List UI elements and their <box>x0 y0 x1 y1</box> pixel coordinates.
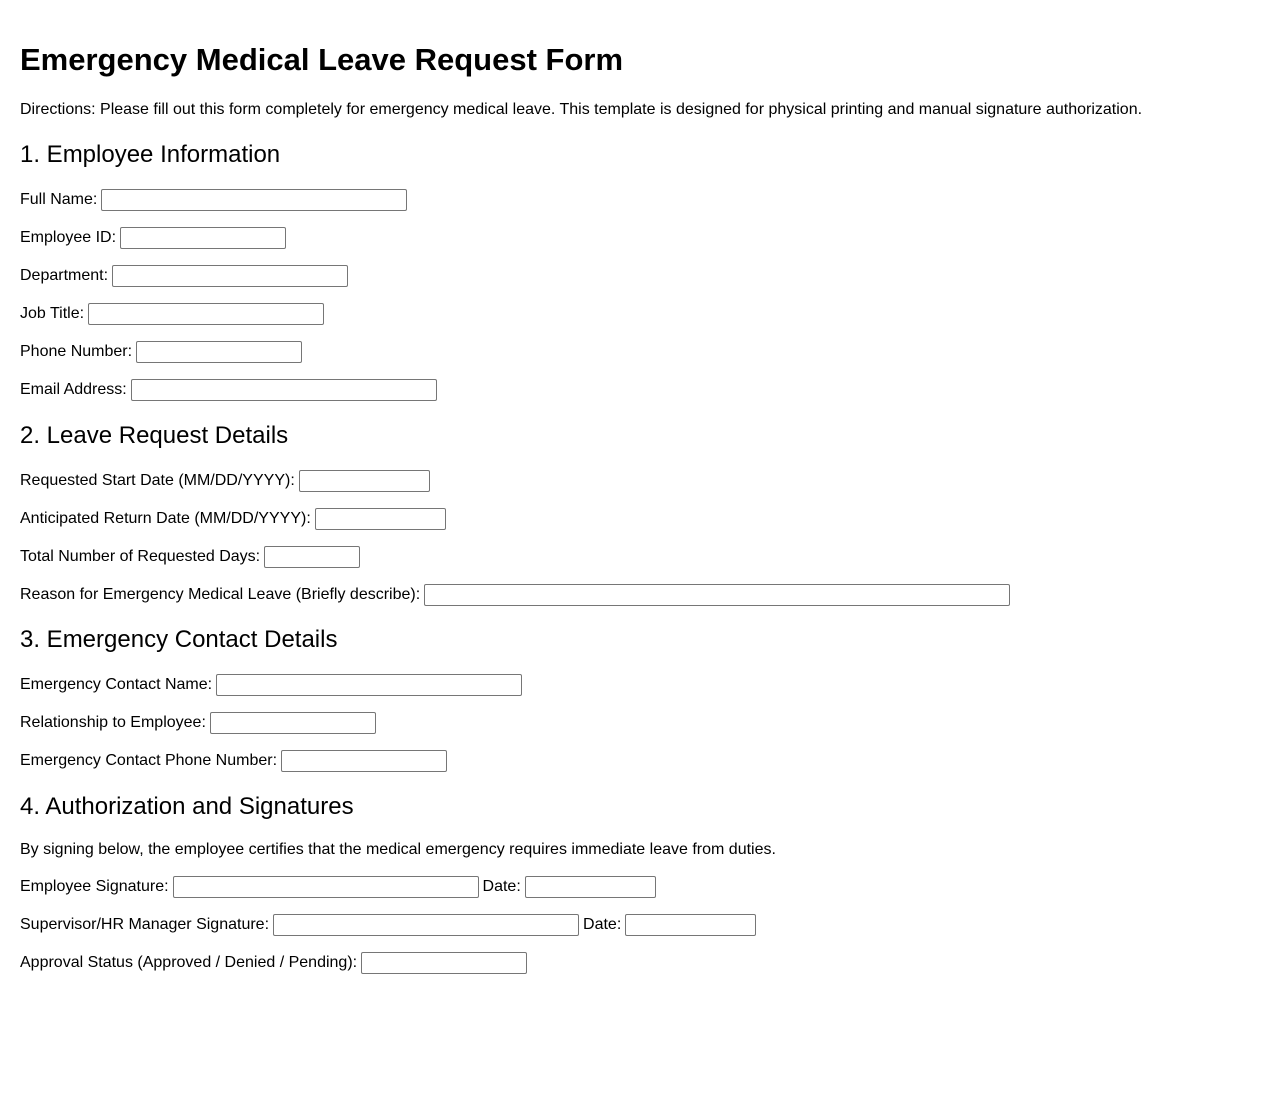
reason-input[interactable] <box>424 584 1010 606</box>
page-title: Emergency Medical Leave Request Form <box>20 42 624 77</box>
approval-status-input[interactable] <box>361 952 527 974</box>
supervisor-signature-label: Supervisor/HR Manager Signature: <box>20 916 270 933</box>
employee-id-input[interactable] <box>120 227 286 249</box>
total-days-row <box>20 546 360 568</box>
job-title-row <box>20 303 324 325</box>
phone-number-row <box>20 341 302 363</box>
emergency-contact-phone-row <box>20 750 447 772</box>
emergency-contact-name-input[interactable] <box>216 674 522 696</box>
certification-text: By signing below, the employee certifies that the medical emergency requires immediate leave from duties. <box>20 841 776 858</box>
supervisor-signature-input[interactable] <box>273 914 579 936</box>
start-date-row <box>20 470 430 492</box>
email-address-row <box>20 379 437 401</box>
return-date-input[interactable] <box>315 508 446 530</box>
supervisor-signature-row <box>20 914 756 936</box>
job-title-label: Job Title: <box>20 305 85 322</box>
reason-row <box>20 584 1010 606</box>
start-date-label: Requested Start Date (MM/DD/YYYY): <box>20 472 295 489</box>
emergency-contact-phone-label: Emergency Contact Phone Number: <box>20 752 278 769</box>
section-heading-authorization-and-signatures: 4. Authorization and Signatures <box>20 793 354 820</box>
department-label: Department: <box>20 267 109 284</box>
department-row <box>20 265 348 287</box>
email-address-label: Email Address: <box>20 381 127 398</box>
full-name-label: Full Name: <box>20 191 98 208</box>
emergency-contact-name-label: Emergency Contact Name: <box>20 676 213 693</box>
employee-signature-label: Employee Signature: <box>20 878 169 895</box>
section-heading-leave-request-details: 2. Leave Request Details <box>20 422 289 449</box>
relationship-input[interactable] <box>210 712 376 734</box>
approval-status-label: Approval Status (Approved / Denied / Pending): <box>20 954 358 971</box>
employee-id-row <box>20 227 286 249</box>
phone-number-label: Phone Number: <box>20 343 133 360</box>
section-heading-employee-information: 1. Employee Information <box>20 141 281 168</box>
employee-signature-row <box>20 876 656 898</box>
reason-label: Reason for Emergency Medical Leave (Briefly describe): <box>20 586 421 603</box>
directions-text: Directions: Please fill out this form completely for emergency medical leave. This template is designed for physical printing and manual signature authorization. <box>20 101 1143 118</box>
return-date-row <box>20 508 446 530</box>
department-input[interactable] <box>112 265 348 287</box>
employee-date-input[interactable] <box>525 876 656 898</box>
employee-signature-input[interactable] <box>173 876 479 898</box>
total-days-label: Total Number of Requested Days: <box>20 548 261 565</box>
start-date-input[interactable] <box>299 470 430 492</box>
relationship-label: Relationship to Employee: <box>20 714 206 731</box>
approval-status-row <box>20 952 527 974</box>
email-address-input[interactable] <box>131 379 437 401</box>
employee-date-label: Date: <box>482 878 521 895</box>
phone-number-input[interactable] <box>136 341 302 363</box>
section-heading-emergency-contact-details: 3. Emergency Contact Details <box>20 626 338 653</box>
supervisor-date-input[interactable] <box>625 914 756 936</box>
relationship-row <box>20 712 376 734</box>
emergency-contact-name-row <box>20 674 522 696</box>
emergency-contact-phone-input[interactable] <box>281 750 447 772</box>
full-name-input[interactable] <box>101 189 407 211</box>
full-name-row <box>20 189 407 211</box>
return-date-label: Anticipated Return Date (MM/DD/YYYY): <box>20 510 311 527</box>
total-days-input[interactable] <box>264 546 360 568</box>
employee-id-label: Employee ID: <box>20 229 117 246</box>
supervisor-date-label: Date: <box>583 916 622 933</box>
job-title-input[interactable] <box>88 303 324 325</box>
